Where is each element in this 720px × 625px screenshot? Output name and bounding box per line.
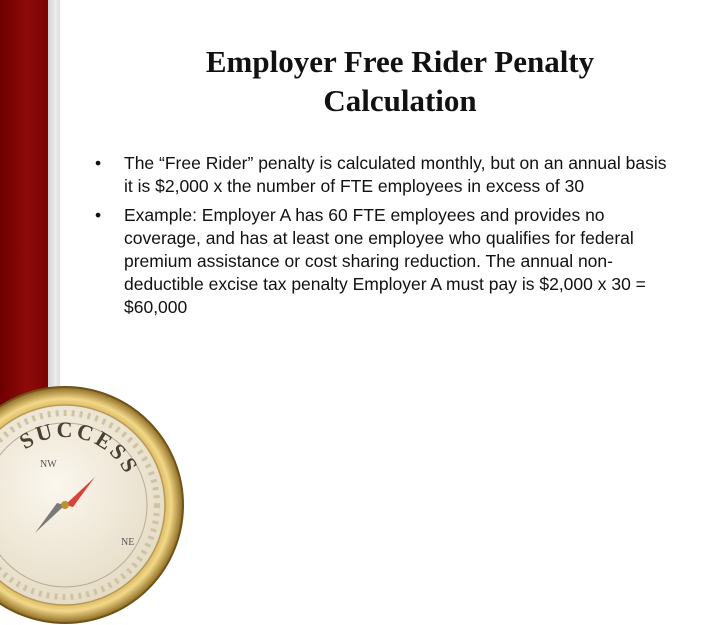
- compass-direction-ne: NE: [121, 537, 135, 548]
- bullet-item: [95, 152, 670, 198]
- bullet-icon: •: [95, 205, 102, 225]
- compass-lettering: SUCCESS: [14, 416, 145, 480]
- compass-direction-nw: NW: [40, 459, 57, 470]
- bullet-icon: •: [95, 153, 102, 173]
- bullet-item: [95, 204, 670, 319]
- bullet-text: Example: Employer A has 60 FTE employees and provides no coverage, and has at least one employee who qualifies for federal premium assistance or cost sharing reduction. The annual non-deductible excise tax penalty Employer A must pay is $2,000 x 30 = $60,000: [124, 205, 646, 317]
- compass-image: [0, 385, 185, 625]
- slide-title: Employer Free Rider Penalty Calculation: [205, 44, 595, 118]
- bullet-list: [95, 152, 670, 325]
- compass-pivot: [61, 501, 69, 509]
- bullet-text: The “Free Rider” penalty is calculated monthly, but on an annual basis it is $2,000 x the number of FTE employees in excess of 30: [124, 153, 667, 196]
